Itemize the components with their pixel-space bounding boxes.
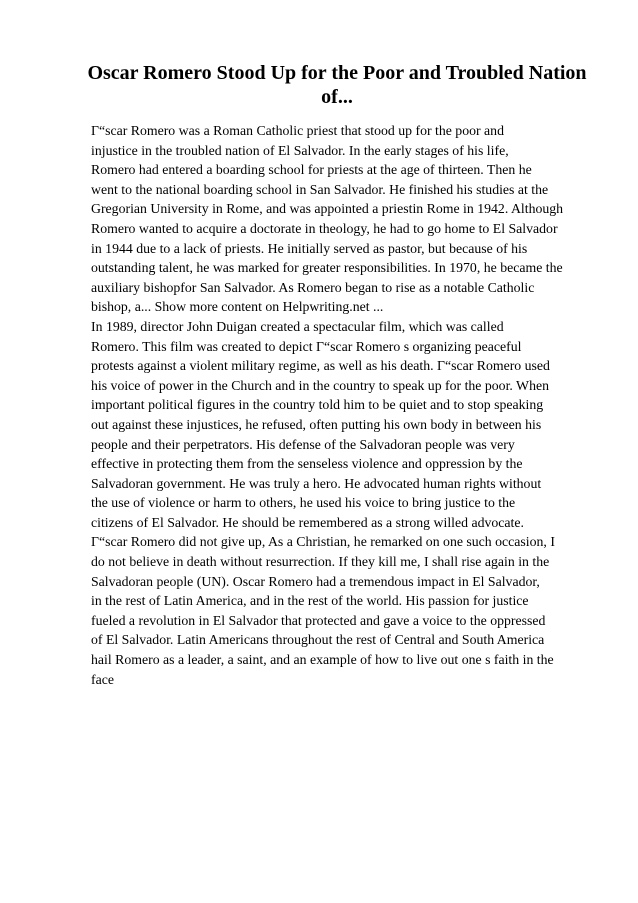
body-line: Г“scar Romero did not give up, As a Christian, he remarked on one such occasion, I xyxy=(91,534,555,550)
body-line: important political figures in the country told him to be quiet and to stop speaking xyxy=(91,397,544,413)
body-line: citizens of El Salvador. He should be remembered as a strong willed advocate. xyxy=(91,514,524,530)
body-line: people and their perpetrators. His defense of the Salvadoran people was very xyxy=(91,436,515,452)
body-line: hail Romero as a leader, a saint, and an example of how to live out one s faith in the xyxy=(91,652,554,668)
body-line: injustice in the troubled nation of El Salvador. In the early stages of his life, xyxy=(91,142,509,158)
body-line: protests against a violent military regime, as well as his death. Г“scar Romero used xyxy=(91,358,550,374)
body-line: fueled a revolution in El Salvador that protected and gave a voice to the oppressed xyxy=(91,612,546,628)
body-line: the use of violence or harm to others, he used his voice to bring justice to the xyxy=(91,495,516,511)
body-line: Romero wanted to acquire a doctorate in theology, he had to go home to El Salvador xyxy=(91,220,558,236)
body-line: bishop, a... Show more content on Helpwriting.net ... xyxy=(91,299,384,315)
body-line: Salvadoran government. He was truly a hero. He advocated human rights without xyxy=(91,475,542,491)
body-line: face xyxy=(91,671,114,687)
body-line: Romero had entered a boarding school for priests at the age of thirteen. Then he xyxy=(91,162,532,178)
body-line: effective in protecting them from the senseless violence and oppression by the xyxy=(91,456,523,472)
body-line: Gregorian University in Rome, and was appointed a priestin Rome in 1942. Although xyxy=(91,201,564,217)
body-line: went to the national boarding school in San Salvador. He finished his studies at the xyxy=(91,181,549,197)
body-line: of El Salvador. Latin Americans throughout the rest of Central and South America xyxy=(91,632,545,648)
document-body xyxy=(91,121,591,689)
body-line: In 1989, director John Duigan created a spectacular film, which was called xyxy=(91,318,504,334)
body-line: Salvadoran people (UN). Oscar Romero had a tremendous impact in El Salvador, xyxy=(91,573,540,589)
document-title: Oscar Romero Stood Up for the Poor and Troubled Nation of... xyxy=(87,62,587,108)
body-line: in the rest of Latin America, and in the rest of the world. His passion for justice xyxy=(91,593,529,609)
body-line: auxiliary bishopfor San Salvador. As Romero began to rise as a notable Catholic xyxy=(91,279,535,295)
body-line: in 1944 due to a lack of priests. He initially served as pastor, but because of his xyxy=(91,240,528,256)
body-line: outstanding talent, he was marked for greater responsibilities. In 1970, he became the xyxy=(91,260,563,276)
body-line: his voice of power in the Church and in the country to speak up for the poor. When xyxy=(91,377,549,393)
body-line: do not believe in death without resurrection. If they kill me, I shall rise again in the xyxy=(91,554,550,570)
body-line: out against these injustices, he refused, often putting his own body in between his xyxy=(91,416,542,432)
body-line: Romero. This film was created to depict Г“scar Romero s organizing peaceful xyxy=(91,338,522,354)
body-line: Г“scar Romero was a Roman Catholic priest that stood up for the poor and xyxy=(91,123,504,138)
